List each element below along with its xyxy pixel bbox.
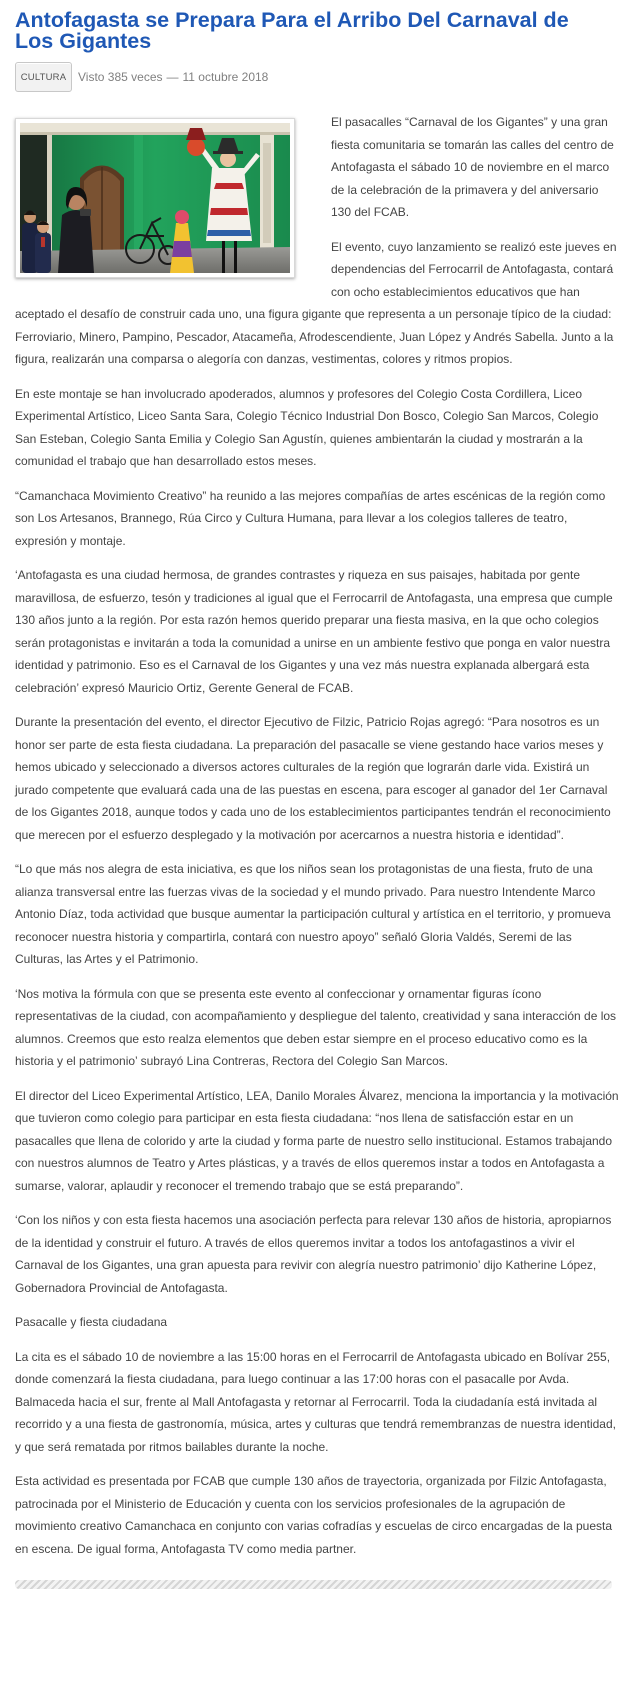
photo-puppet-head — [186, 128, 206, 156]
article-paragraph: El director del Liceo Experimental Artístico, LEA, Danilo Morales Álvarez, menciona la importancia y la motivación que tuvieron como colegio para participar en esta fiesta ciudadana: “nos llena de satisfacción estar en un pasacalles que llena de colorido y arte la ciudad y forma parte de nuestro sello institucional. Estamos trabajando con nuestros alumnos de Teatro y Artes plásticas, y a través de ellos queremos instar a todos en Antofagasta a sumarse, valorar, aplaudir y reconocer el tremendo trabajo que se está preparando”. — [15, 1088, 619, 1193]
article-paragraph: Esta actividad es presentada por FCAB que cumple 130 años de trayectoria, organizada por Filzic Antofagasta, patrocinada por el Ministerio de Educación y cuenta con los servicios profesionales de la agrupación de movimiento creativo Camanchaca en conjunto con varias cofradías y escuelas de circo encargadas de la puesta en escena. De igual forma, Antofagasta TV como media partner. — [15, 1474, 612, 1556]
article-paragraph: “Lo que más nos alegra de esta iniciativa, es que los niños sean los protagonistas de una fiesta, fruto de una alianza transversal entre las fuerzas vivas de la sociedad y el mundo privado. Para nuestro Intendente Marco Antonio Díaz, toda actividad que busque aumentar la participación cultural y artística en el territorio, y promueva reconocer nuestra historia y compartirla, contará con nuestro apoyo” señaló Gloria Valdés, Seremi de las Culturas, las Artes y el Patrimonio. — [15, 862, 611, 966]
article-body — [15, 111, 621, 1560]
article-meta — [15, 62, 621, 92]
article-paragraph: El pasacalles “Carnaval de los Gigantes” y una gran fiesta comunitaria se tomarán las calles del centro de Antofagasta el sábado 10 de noviembre en el marco de la celebración de la primavera y del aniversario 130 del FCAB. — [331, 115, 614, 219]
article-paragraph: ‘Antofagasta es una ciudad hermosa, de grandes contrastes y riqueza en sus paisajes, habitada por gente maravillosa, de esfuerzo, tesón y tradiciones al igual que el Ferrocarril de Antofagasta, una empresa que cumple 130 años junto a la región. Por esta razón hemos querido preparar una fiesta masiva, en la que ocho colegios serán protagonistas e invitarán a toda la comunidad a unirse en un ambiente festivo que ponga en valor nuestra identidad y patrimonio. Eso es el Carnaval de los Gigantes y una vez más nuestra explanada albergará esta celebración’ expresó Mauricio Ortiz, Gerente General de FCAB. — [15, 568, 613, 695]
section-subheading: Pasacalle y fiesta ciudadana — [15, 1315, 168, 1329]
article-paragraph: Durante la presentación del evento, el director Ejecutivo de Filzic, Patricio Rojas agregó: “Para nosotros es un honor ser parte de esta fiesta ciudadana. La preparación del pasacalle se viene gestando hace varios meses y hemos ubicado y seleccionado a diversos actores culturales de la región que lograrán darle vida. Existirá un jurado competente que evaluará cada una de las puestas en escena, para escoger al ganador del 1er Carnaval de los Gigantes 2018, aunque todos y cada uno de los establecimientos participantes tendrán el reconocimiento que merecen por el esfuerzo desplegado y la motivación por acercarnos a nuestra historia e identidad”. — [15, 715, 611, 842]
article-title: Antofagasta se Prepara Para el Arribo Del Carnaval de Los Gigantes — [15, 8, 569, 53]
striped-divider — [15, 1580, 612, 1589]
article-paragraph: “Camanchaca Movimiento Creativo” ha reunido a las mejores compañías de artes escénicas de la región como son Los Artesanos, Brannego, Rúa Circo y Cultura Humana, para llevar a los colegios talleres de teatro, expresión y montaje. — [15, 488, 606, 548]
article-paragraph: En este montaje se han involucrado apoderados, alumnos y profesores del Colegio Costa Cordillera, Liceo Experimental Artístico, Liceo Santa Sara, Colegio Técnico Industrial Don Bosco, Colegio San Marcos, Colegio San Esteban, Colegio Santa Emilia y Colegio San Agustín, quienes ambientarán la ciudad y mostrarán a la comunidad el trabajo que han desarrollado estos meses. — [15, 386, 599, 468]
publish-date: 11 octubre 2018 — [182, 70, 269, 84]
article-meta-text — [78, 70, 268, 84]
article-paragraph: El evento, cuyo lanzamiento se realizó este jueves en dependencias del Ferrocarril de Antofagasta, contará con ocho establecimientos educativos que han aceptado el desafío de construir cada uno, una figura gigante que representa a un personaje típico de la ciudad: Ferroviario, Minero, Pampino, Pescador, Atacameña, Afrodescendiente, Juan López y Andrés Sabella. Junto a la figura, realizarán una comparsa o alegoría con danzas, vestimentas, colores y ritmos propios. — [15, 239, 617, 366]
article-paragraph: ‘Con los niños y con esta fiesta hacemos una asociación perfecta para relevar 130 años de historia, apropiarnos de la identidad y construir el futuro. A través de ellos queremos invitar a todos los antofagastinos a vivir el Carnaval de los Gigantes, una gran apuesta para revivir con alegría nuestro patrimonio’ dijo Katherine López, Gobernadora Provincial de Antofagasta. — [15, 1213, 612, 1295]
article-paragraph: ‘Nos motiva la fórmula con que se presenta este evento al confeccionar y ornamentar figuras ícono representativas de la ciudad, con acompañamiento y despliegue del talento, creatividad y sana interacción de los alumnos. Creemos que esto realza elementos que deben estar siempre en el proceso educativo como es la historia y el patrimonio’ subrayó Lina Contreras, Rectora del Colegio San Marcos. — [15, 986, 617, 1068]
article-photo — [20, 123, 290, 273]
article-photo-frame — [15, 118, 295, 278]
article-paragraph: La cita es el sábado 10 de noviembre a las 15:00 horas en el Ferrocarril de Antofagasta ubicado en Bolívar 255, donde comenzará la fiesta ciudadana, para luego continuar a las 17:00 horas con el pasacalle por Avda. Balmaceda hacia el sur, frente al Mall Antofagasta y retornar al Ferrocarril. Toda la ciudadanía está invitada al recorrido y a una fiesta de gastronomía, música, artes y culturas que tendrá remembranzas de nuestra identidad, y que será rematada por ritmos bailables durante la noche. — [15, 1349, 616, 1454]
meta-separator: — — [166, 70, 179, 84]
view-count: Visto 385 veces — [78, 70, 163, 84]
category-badge[interactable]: CULTURA — [15, 62, 72, 92]
